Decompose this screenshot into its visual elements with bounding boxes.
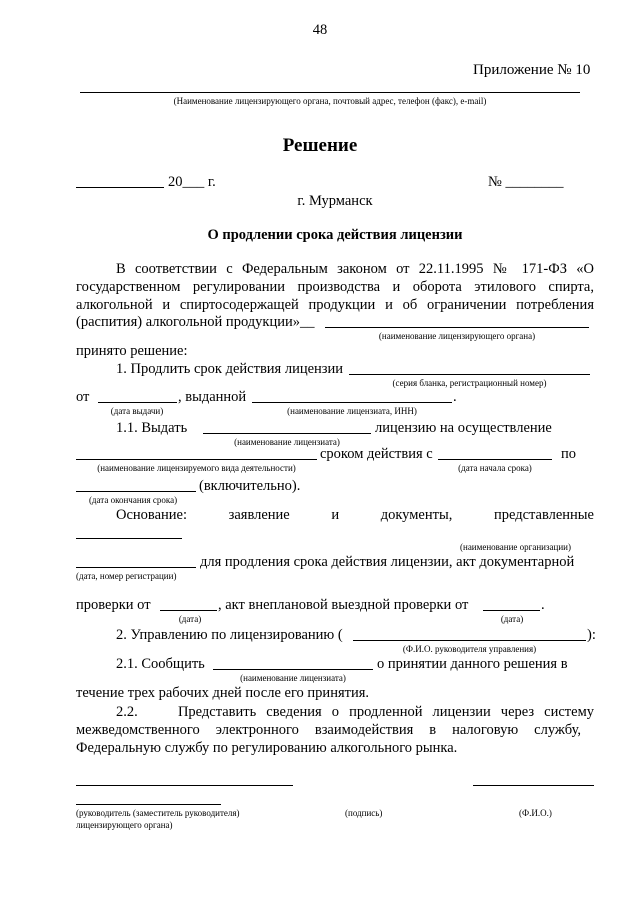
basis-org-caption: (наименование организации) <box>460 542 571 552</box>
page-number: 48 <box>312 22 328 38</box>
number-label: № ________ <box>488 174 564 190</box>
decision-label: принято решение: <box>76 343 188 359</box>
signature-short-line <box>76 804 221 805</box>
basis-dot: . <box>541 597 545 613</box>
item1-licensee-line <box>252 402 452 403</box>
basis-date2-caption: (дата) <box>500 614 524 624</box>
item21-text: 2.1. Сообщить <box>116 656 205 672</box>
basis-word-5: представленные <box>493 507 594 523</box>
item1-caption: (серия бланка, регистрационный номер) <box>392 378 547 388</box>
item1-date-line <box>98 402 177 403</box>
item11-start-caption: (дата начала срока) <box>458 463 532 473</box>
item11-end-caption: (дата окончания срока) <box>88 495 178 505</box>
item1-line <box>349 374 590 375</box>
basis-date1-line <box>160 610 217 611</box>
city: г. Мурманск <box>297 193 373 209</box>
item2-close: ): <box>587 627 596 643</box>
item11-licensee-line <box>203 433 371 434</box>
basis-line <box>116 507 594 524</box>
item21-caption: (наименование лицензиата) <box>240 673 346 683</box>
basis-word-2: заявление <box>228 507 290 523</box>
basis-word-3: и <box>331 507 340 523</box>
basis-word-1: Основание: <box>116 507 187 523</box>
intro-line-4: (распития) алкогольной продукции»__ <box>76 314 315 330</box>
document-title: Решение <box>282 135 358 156</box>
item11-license-for: лицензию на осуществление <box>375 420 552 436</box>
basis-date2-line <box>483 610 540 611</box>
item1-text: 1. Продлить срок действия лицензии <box>116 361 344 377</box>
intro-line-2: государственном регулировании производства и оборота этилового спирта, <box>76 279 594 295</box>
intro-line-3: алкогольной и спиртосодержащей продукции и об ограничении потребления <box>76 297 594 313</box>
basis-reg-line <box>76 567 196 568</box>
item22-line1: 2.2. Представить сведения о продленной лицензии через систему <box>116 704 594 720</box>
basis-for-extension: для продления срока действия лицензии, акт документарной <box>200 554 575 570</box>
signature-head-caption: (руководитель (заместитель руководителя) <box>76 808 240 818</box>
date-year: 20___ г. <box>168 174 216 190</box>
item21-rest: о принятии данного решения в <box>377 656 568 672</box>
item11-to: по <box>561 446 577 462</box>
item11-term-from: сроком действия с <box>320 446 433 462</box>
basis-line-1 <box>76 538 182 539</box>
basis-unplanned: , акт внеплановой выездной проверки от <box>218 597 469 613</box>
item2-text: 2. Управлению по лицензированию ( <box>116 627 343 643</box>
signature-line-head <box>76 785 293 786</box>
basis-word-4: документы, <box>380 507 453 523</box>
item11-licensee-caption: (наименование лицензиата) <box>234 437 340 447</box>
signature-head-caption-2: лицензирующего органа) <box>76 820 173 830</box>
item11-inclusive: (включительно). <box>199 478 301 494</box>
signature-fio-caption: (Ф.И.О.) <box>519 808 552 818</box>
organ-line <box>80 92 580 93</box>
item22-line2: межведомственного электронного взаимодействия в налоговую службу, <box>76 722 581 738</box>
heading: О продлении срока действия лицензии <box>207 227 463 243</box>
item21-line2: течение трех рабочих дней после его принятия. <box>76 685 370 701</box>
item2-caption: (Ф.И.О. руководителя управления) <box>402 644 537 654</box>
item2-line <box>353 640 586 641</box>
item1-from: от <box>76 389 90 405</box>
item11-issue: 1.1. Выдать <box>116 420 188 436</box>
item22-line3: Федеральную службу по регулированию алкогольного рынка. <box>76 740 458 756</box>
basis-date1-caption: (дата) <box>178 614 202 624</box>
signature-line-fio <box>473 785 594 786</box>
item11-activity-line <box>76 459 317 460</box>
basis-reg-caption: (дата, номер регистрации) <box>76 571 177 581</box>
intro-line-1: В соответствии с Федеральным законом от 22.11.1995 № 171-ФЗ «О <box>116 261 594 277</box>
organ-caption: (Наименование лицензирующего органа, почтовый адрес, телефон (факс), e-mail) <box>173 96 487 106</box>
item1-date-caption: (дата выдачи) <box>110 406 164 416</box>
intro-organ-line <box>325 327 589 328</box>
date-line <box>76 187 164 188</box>
item1-licensee-caption: (наименование лицензиата, ИНН) <box>287 406 417 416</box>
item21-line <box>213 669 373 670</box>
intro-organ-caption: (наименование лицензирующего органа) <box>378 331 536 341</box>
item11-end-line <box>76 491 196 492</box>
item1-dot: . <box>453 389 457 405</box>
item11-start-line <box>438 459 552 460</box>
appendix-label: Приложение № 10 <box>473 62 591 78</box>
basis-inspection-from: проверки от <box>76 597 151 613</box>
item11-activity-caption: (наименование лицензируемого вида деятельности) <box>97 463 296 473</box>
signature-sign-caption: (подпись) <box>345 808 383 818</box>
item1-issued: , выданной <box>178 389 247 405</box>
